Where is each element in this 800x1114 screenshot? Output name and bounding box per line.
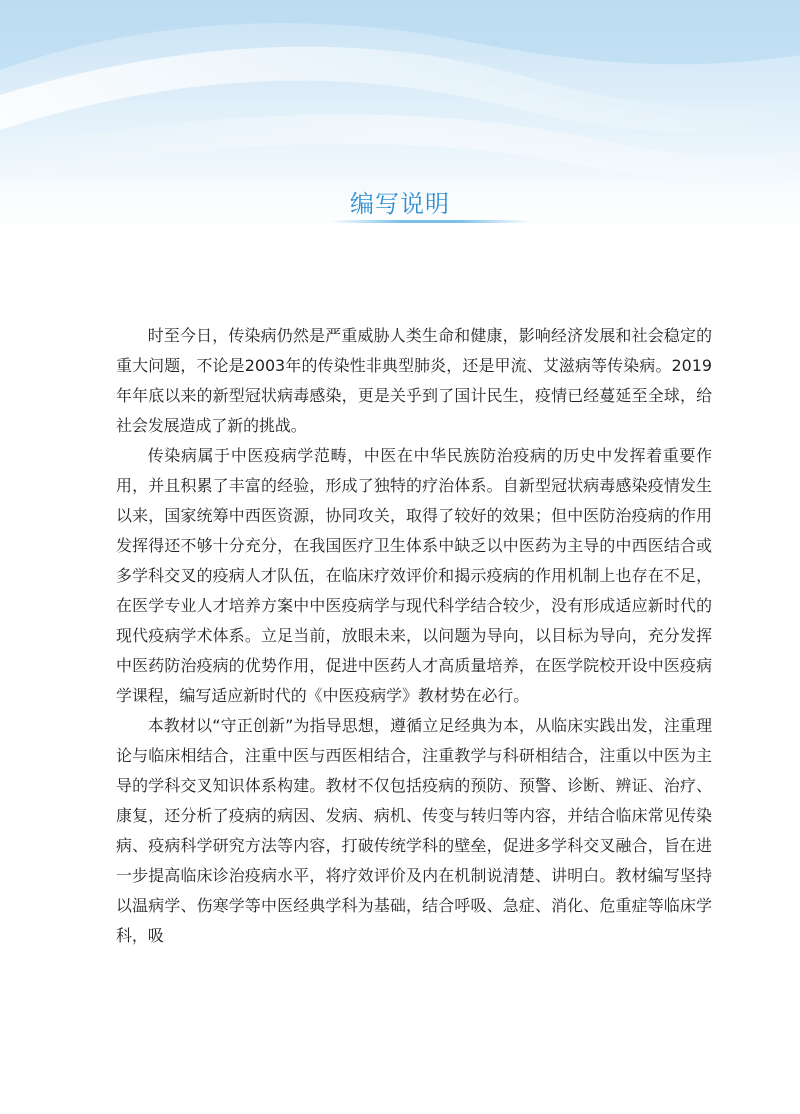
page-title: 编写说明	[350, 190, 450, 218]
paragraph-3: 本教材以“守正创新”为指导思想，遵循立足经典为本，从临床实践出发，注重理论与临床相结合，注重中医与西医相结合，注重教学与科研相结合，注重以中医为主导的学科交叉知识体系构建。教材不仅包括疫病的预防、预警、诊断、辨证、治疗、康复，还分析了疫病的病因、发病、病机、传变与转归等内容，并结合临床常见传染病、疫病科学研究方法等内容，打破传统学科的壁垒，促进多学科交叉融合，旨在进一步提高临床诊治疫病水平，将疗效评价及内在机制说清楚、讲明白。教材编写坚持以温病学、伤寒学等中医经典学科为基础，结合呼吸、急症、消化、危重症等临床学科，吸	[116, 716, 712, 945]
title-container	[0, 188, 800, 220]
title-underline	[330, 220, 530, 223]
body-text	[116, 321, 712, 951]
paragraph-2: 传染病属于中医疫病学范畴，中医在中华民族防治疫病的历史中发挥着重要作用，并且积累了丰富的经验，形成了独特的疗治体系。自新型冠状病毒感染疫情发生以来，国家统筹中西医资源，协同攻关，取得了较好的效果；但中医防治疫病的作用发挥得还不够十分充分，在我国医疗卫生体系中缺乏以中医药为主导的中西医结合或多学科交叉的疫病人才队伍，在临床疗效评价和揭示疫病的作用机制上也存在不足，在医学专业人才培养方案中中医疫病学与现代科学结合较少，没有形成适应新时代的现代疫病学术体系。立足当前，放眼未来，以问题为导向，以目标为导向，充分发挥中医药防治疫病的优势作用，促进中医药人才高质量培养，在医学院校开设中医疫病学课程，编写适应新时代的《中医疫病学》教材势在必行。	[116, 446, 712, 705]
paragraph-1: 时至今日，传染病仍然是严重威胁人类生命和健康，影响经济发展和社会稳定的重大问题，不论是2003年的传染性非典型肺炎，还是甲流、艾滋病等传染病。2019年年底以来的新型冠状病毒感染，更是关乎到了国计民生，疫情已经蔓延至全球，给社会发展造成了新的挑战。	[116, 326, 712, 435]
